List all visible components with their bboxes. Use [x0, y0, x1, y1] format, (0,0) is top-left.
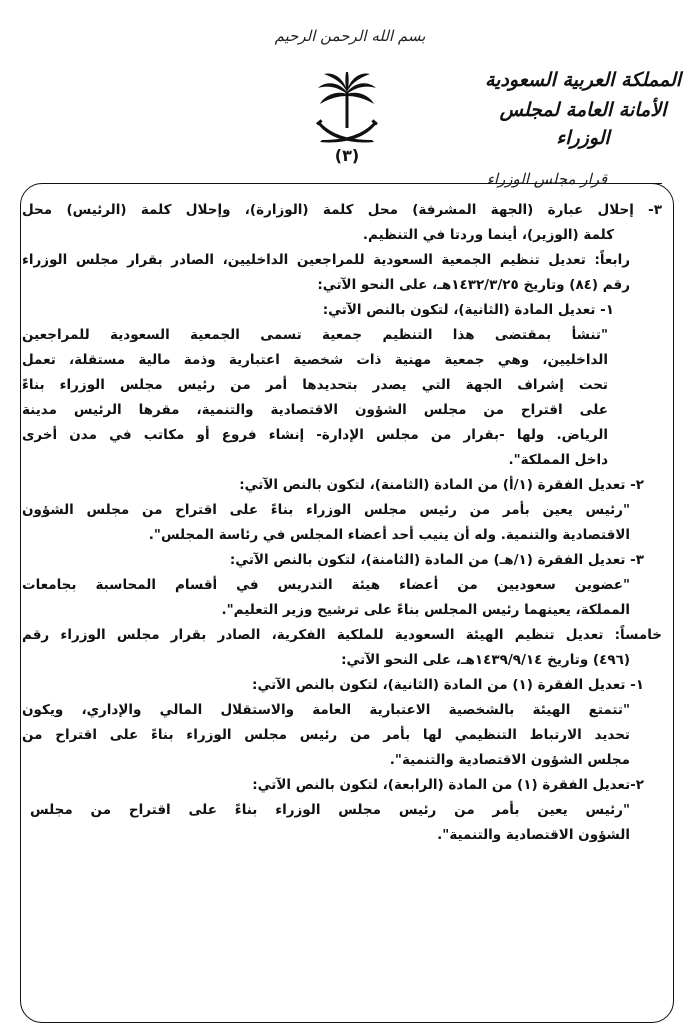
body-line: المملكة، يعينهما رئيس المجلس بناءً على ترشيح وزير التعليم".: [221, 602, 630, 618]
body-line: خامساً: تعديل تنظيم الهيئة السعودية للملكية الفكرية، الصادر بقرار مجلس الوزراء رقم: [22, 627, 662, 643]
body-line: رقم (٨٤) وتاريخ ١٤٣٢/٣/٢٥هـ، على النحو الآتي:: [317, 277, 630, 293]
body-line: ٣- تعديل الفقرة (١/هـ) من المادة (الثامنة)، لتكون بالنص الآتي:: [229, 552, 644, 568]
issuing-authority: [478, 66, 688, 149]
body-line: الرياض. ولها -بقرار من مجلس الإدارة- إنشاء فروع أو مكاتب في مدن أخرى: [22, 427, 608, 443]
body-line: الاقتصادية والتنمية. وله أن ينيب أحد أعضاء المجلس في رئاسة المجلس".: [148, 527, 630, 543]
decree-title: قرار مجلس الوزراء: [486, 170, 608, 188]
body-line: ٢-تعديل الفقرة (١) من المادة (الرابعة)، لتكون بالنص الآتي:: [252, 777, 644, 793]
decree-body: [22, 198, 668, 848]
basmala: بسم الله الرحمن الرحيم: [274, 27, 426, 45]
org-line-secretariat: الأمانة العامة لمجلس الوزراء: [499, 99, 667, 149]
body-line: تحديد الارتباط التنظيمي لها بأمر من رئيس مجلس الوزراء بناءً على اقتراح من: [22, 727, 630, 743]
page-number: (٣): [334, 146, 360, 165]
body-line: مجلس الشؤون الاقتصادية والتنمية".: [389, 752, 630, 768]
body-line: ١- تعديل المادة (الثانية)، لتكون بالنص الآتي:: [322, 302, 614, 318]
body-line: "تنشأ بمقتضى هذا التنظيم جمعية تسمى الجمعية السعودية للمراجعين: [22, 327, 608, 343]
body-line: على اقتراح من مجلس الشؤون الاقتصادية والتنمية، مقرها الرئيس مدينة: [22, 402, 608, 418]
body-line: ٣- إحلال عبارة (الجهة المشرفة) محل كلمة (الوزارة)، وإحلال كلمة (الرئيس) محل: [22, 202, 662, 218]
org-line-kingdom: المملكة العربية السعودية: [484, 69, 682, 91]
body-line: "رئيس يعين بأمر من رئيس مجلس الوزراء بناءً على اقتراح من مجلس: [30, 802, 630, 818]
body-line: الداخليين، وهي جمعية مهنية ذات شخصية اعتبارية وذمة مالية مستقلة، تعمل: [22, 352, 608, 368]
body-line: (٤٩٦) وتاريخ ١٤٣٩/٩/١٤هـ، على النحو الآتي:: [341, 652, 630, 668]
body-line: داخل المملكة".: [508, 452, 608, 468]
body-line: "تتمتع الهيئة بالشخصية الاعتبارية العامة والاستقلال المالي والإداري، ويكون: [22, 702, 630, 718]
body-line: "رئيس يعين بأمر من رئيس مجلس الوزراء بناءً على اقتراح من مجلس الشؤون: [22, 502, 630, 518]
body-line: ١- تعديل الفقرة (١) من المادة (الثانية)، لتكون بالنص الآتي:: [252, 677, 644, 693]
body-line: ٢- تعديل الفقرة (١/أ) من المادة (الثامنة)، لتكون بالنص الآتي:: [239, 477, 644, 493]
body-line: "عضوين سعوديين من أعضاء هيئة التدريس في أقسام المحاسبة بجامعات: [22, 577, 630, 593]
palm-and-swords-icon: [312, 70, 382, 148]
body-line: رابعاً: تعديل تنظيم الجمعية السعودية للمراجعين الداخليين، الصادر بقرار مجلس الوزراء: [22, 252, 630, 268]
body-line: الشؤون الاقتصادية والتنمية".: [437, 827, 630, 843]
body-line: تحت إشراف الجهة التي يصدر بتحديدها أمر من رئيس مجلس الوزراء بناءً: [22, 377, 608, 393]
body-line: كلمة (الوزير)، أينما وردتا في التنظيم.: [362, 227, 614, 243]
